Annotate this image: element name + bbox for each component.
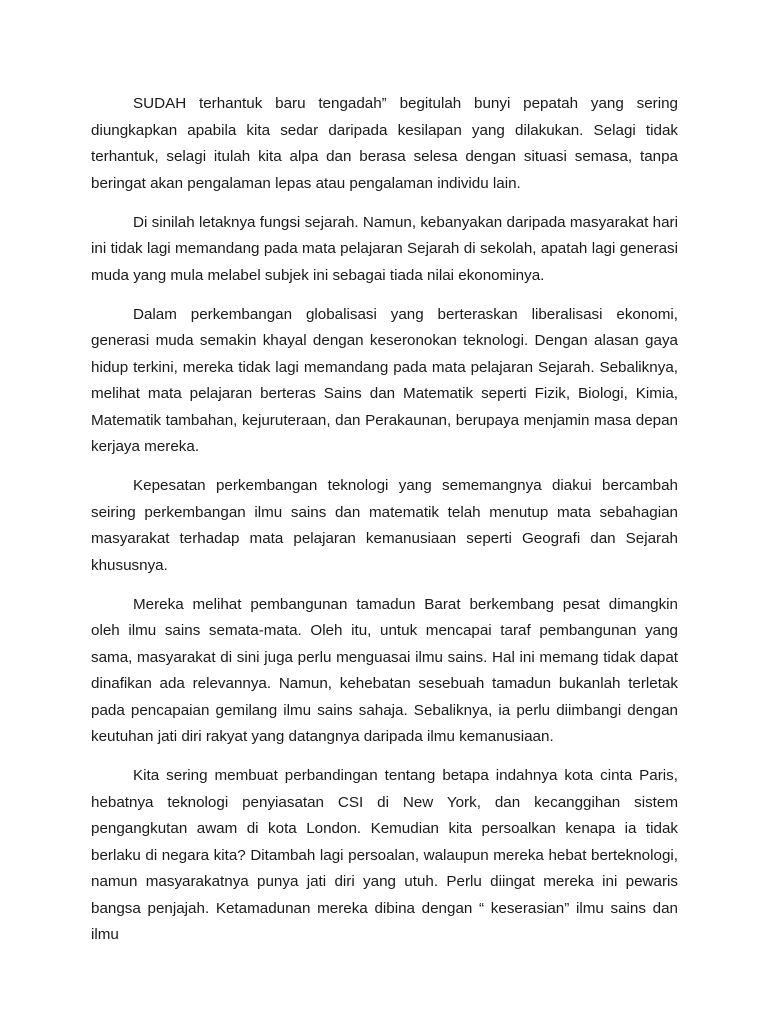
paragraph-1: SUDAH terhantuk baru tengadah” begitulah bunyi pepatah yang sering diungkapkan apabila kita sedar daripada kesilapan yang dilakukan. Selagi tidak terhantuk, selagi itulah kita alpa dan berasa selesa dengan situasi semasa, tanpa beringat akan pengalaman lepas atau pengalaman individu lain. — [91, 95, 678, 192]
paragraph-6: Kita sering membuat perbandingan tentang betapa indahnya kota cinta Paris, hebatnya teknologi penyiasatan CSI di New York, dan kecanggihan sistem pengangkutan awam di kota London. Kemudian kita persoalkan kenapa ia tidak berlaku di negara kita? Ditambah lagi persoalan, walaupun mereka hebat berteknologi, namun masyarakatnya punya jati diri yang utuh. Perlu diingat mereka ini pewaris bangsa penjajah. Ketamadunan mereka dibina dengan “ keserasian” ilmu sains dan ilmu — [91, 767, 678, 944]
paragraph-3: Dalam perkembangan globalisasi yang berteraskan liberalisasi ekonomi, generasi muda semakin khayal dengan keseronokan teknologi. Dengan alasan gaya hidup terkini, mereka tidak lagi memandang pada mata pelajaran Sejarah. Sebaliknya, melihat mata pelajaran berteras Sains dan Matematik seperti Fizik, Biologi, Kimia, Matematik tambahan, kejuruteraan, dan Perakaunan, berupaya menjamin masa depan kerjaya mereka. — [91, 305, 678, 456]
paragraph-2: Di sinilah letaknya fungsi sejarah. Namun, kebanyakan daripada masyarakat hari ini tidak lagi memandang pada mata pelajaran Sejarah di sekolah, apatah lagi generasi muda yang mula melabel subjek ini sebagai tiada nilai ekonominya. — [91, 213, 678, 284]
document-page — [91, 91, 678, 962]
paragraph-5: Mereka melihat pembangunan tamadun Barat berkembang pesat dimangkin oleh ilmu sains semata-mata. Oleh itu, untuk mencapai taraf pembangunan yang sama, masyarakat di sini juga perlu menguasai ilmu sains. Hal ini memang tidak dapat dinafikan ada relevannya. Namun, kehebatan sesebuah tamadun bukanlah terletak pada pencapaian gemilang ilmu sains sahaja. Sebaliknya, ia perlu diimbangi dengan keutuhan jati diri rakyat yang datangnya daripada ilmu kemanusiaan. — [91, 595, 678, 746]
paragraph-4: Kepesatan perkembangan teknologi yang sememangnya diakui bercambah seiring perkembangan ilmu sains dan matematik telah menutup mata sebahagian masyarakat terhadap mata pelajaran kemanusiaan seperti Geografi dan Sejarah khususnya. — [91, 477, 678, 574]
